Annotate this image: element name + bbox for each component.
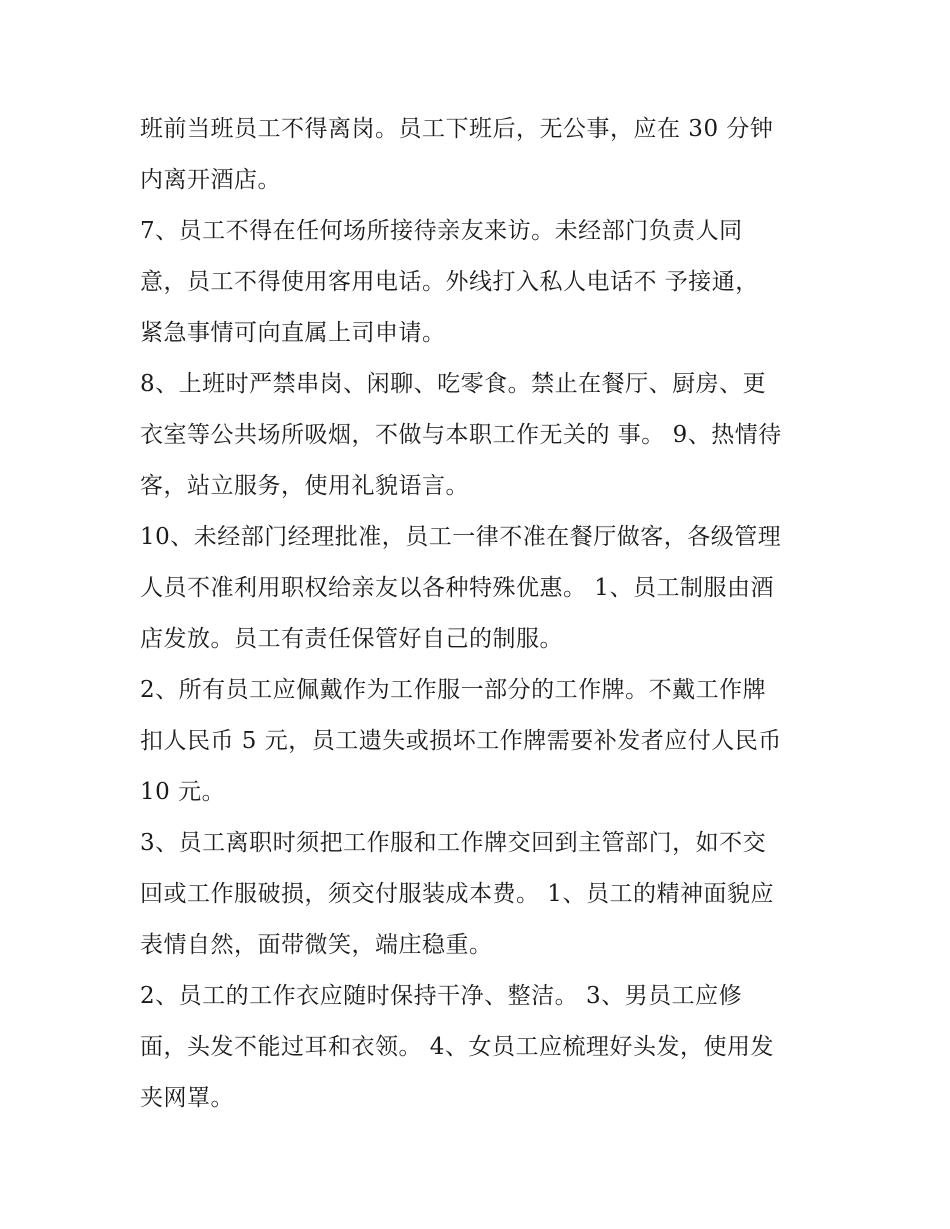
- text-line: 店发放。员工有责任保管好自己的制服。: [140, 626, 563, 652]
- text-line: 班前当班员工不得离岗。员工下班后，无公事，应在 30 分钟: [140, 116, 774, 142]
- text-line: 8、上班时严禁串岗、闲聊、吃零食。禁止在餐厅、厨房、更: [140, 371, 767, 397]
- text-line: 7、员工不得在任何场所接待亲友来访。未经部门负责人同: [140, 218, 743, 244]
- text-line: 3、员工离职时须把工作服和工作牌交回到主管部门，如不交: [140, 830, 767, 856]
- text-line: 扣人民币 5 元，员工遗失或损坏工作牌需要补发者应付人民币: [140, 728, 782, 754]
- text-line: 10、未经部门经理批准，员工一律不准在餐厅做客，各级管理: [140, 524, 782, 550]
- text-line: 回或工作服破损，须交付服装成本费。 1、员工的精神面貌应: [140, 881, 774, 907]
- text-line: 客，站立服务，使用礼貌语言。: [140, 473, 469, 499]
- text-line: 面，头发不能过耳和衣领。 4、女员工应梳理好头发，使用发: [140, 1034, 774, 1060]
- text-line: 意，员工不得使用客用电话。外线打入私人电话不 予接通，: [140, 269, 759, 295]
- text-line: 紧急事情可向直属上司申请。: [140, 320, 446, 346]
- text-line: 衣室等公共场所吸烟，不做与本职工作无关的 事。 9、热情待: [140, 422, 782, 448]
- text-line: 2、所有员工应佩戴作为工作服一部分的工作牌。不戴工作牌: [140, 677, 767, 703]
- text-line: 10 元。: [140, 779, 226, 805]
- text-line: 人员不准利用职权给亲友以各种特殊优惠。 1、员工制服由酒: [140, 575, 774, 601]
- text-line: 表情自然，面带微笑，端庄稳重。: [140, 932, 493, 958]
- text-line: 夹网罩。: [140, 1085, 234, 1111]
- document-body: [140, 104, 820, 1124]
- text-line: 内离开酒店。: [140, 167, 281, 193]
- text-line: 2、员工的工作衣应随时保持干净、整洁。 3、男员工应修: [140, 983, 743, 1009]
